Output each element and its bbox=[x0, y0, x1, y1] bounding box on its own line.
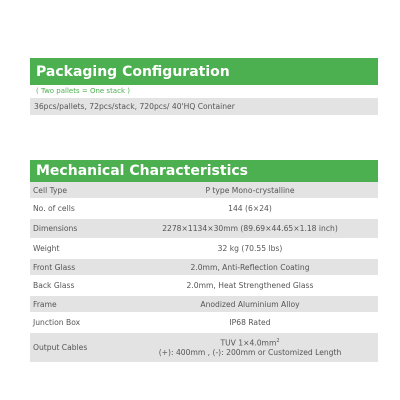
row-value: 32 kg (70.55 lbs) bbox=[217, 244, 283, 253]
table-row bbox=[30, 182, 378, 199]
row-value: P type Mono-crystalline bbox=[205, 185, 295, 195]
packaging-detail: 36pcs/pallets, 72pcs/stack, 720pcs/ 40'HQ Container bbox=[30, 98, 378, 115]
mechanical-section bbox=[30, 160, 378, 363]
packaging-section bbox=[30, 58, 378, 115]
row-value: 2278×1134×30mm (89.69×44.65×1.18 inch) bbox=[162, 224, 338, 233]
row-value: TUV $1\times 4.0mm^2$ (+): 400mm , (-): 200mm or Customized Length bbox=[158, 338, 342, 357]
row-label: Output Cables bbox=[33, 343, 88, 352]
table-row bbox=[30, 333, 378, 363]
row-label: Frame bbox=[33, 299, 57, 309]
table-row bbox=[30, 313, 378, 333]
mechanical-title: Mechanical Characteristics bbox=[36, 163, 249, 179]
table-row bbox=[30, 296, 378, 313]
table-row bbox=[30, 219, 378, 239]
row-label: Weight bbox=[33, 244, 60, 253]
row-label: Back Glass bbox=[33, 281, 75, 290]
row-value: 2.0mm, Heat Strengthened Glass bbox=[186, 281, 314, 290]
table-row bbox=[30, 276, 378, 296]
table-row bbox=[30, 259, 378, 276]
row-value: Anodized Aluminium Alloy bbox=[200, 299, 300, 309]
row-label: No. of cells bbox=[33, 204, 75, 213]
row-label: Front Glass bbox=[33, 262, 76, 272]
table-row bbox=[30, 239, 378, 259]
table-row bbox=[30, 199, 378, 219]
row-label: Cell Type bbox=[33, 185, 68, 195]
row-value: IP68 Rated bbox=[229, 318, 271, 327]
superscript: 2 bbox=[276, 338, 280, 345]
packaging-header bbox=[30, 58, 378, 85]
row-value: 2.0mm, Anti-Reflection Coating bbox=[190, 262, 310, 272]
row-label: Dimensions bbox=[33, 224, 78, 233]
row-value: 144 (6×24) bbox=[228, 204, 272, 213]
packaging-note: ( Two pallets = One stack ) bbox=[36, 86, 130, 95]
row-label: Junction Box bbox=[33, 318, 81, 327]
mechanical-header bbox=[30, 160, 378, 182]
packaging-title: Packaging Configuration bbox=[36, 63, 230, 80]
